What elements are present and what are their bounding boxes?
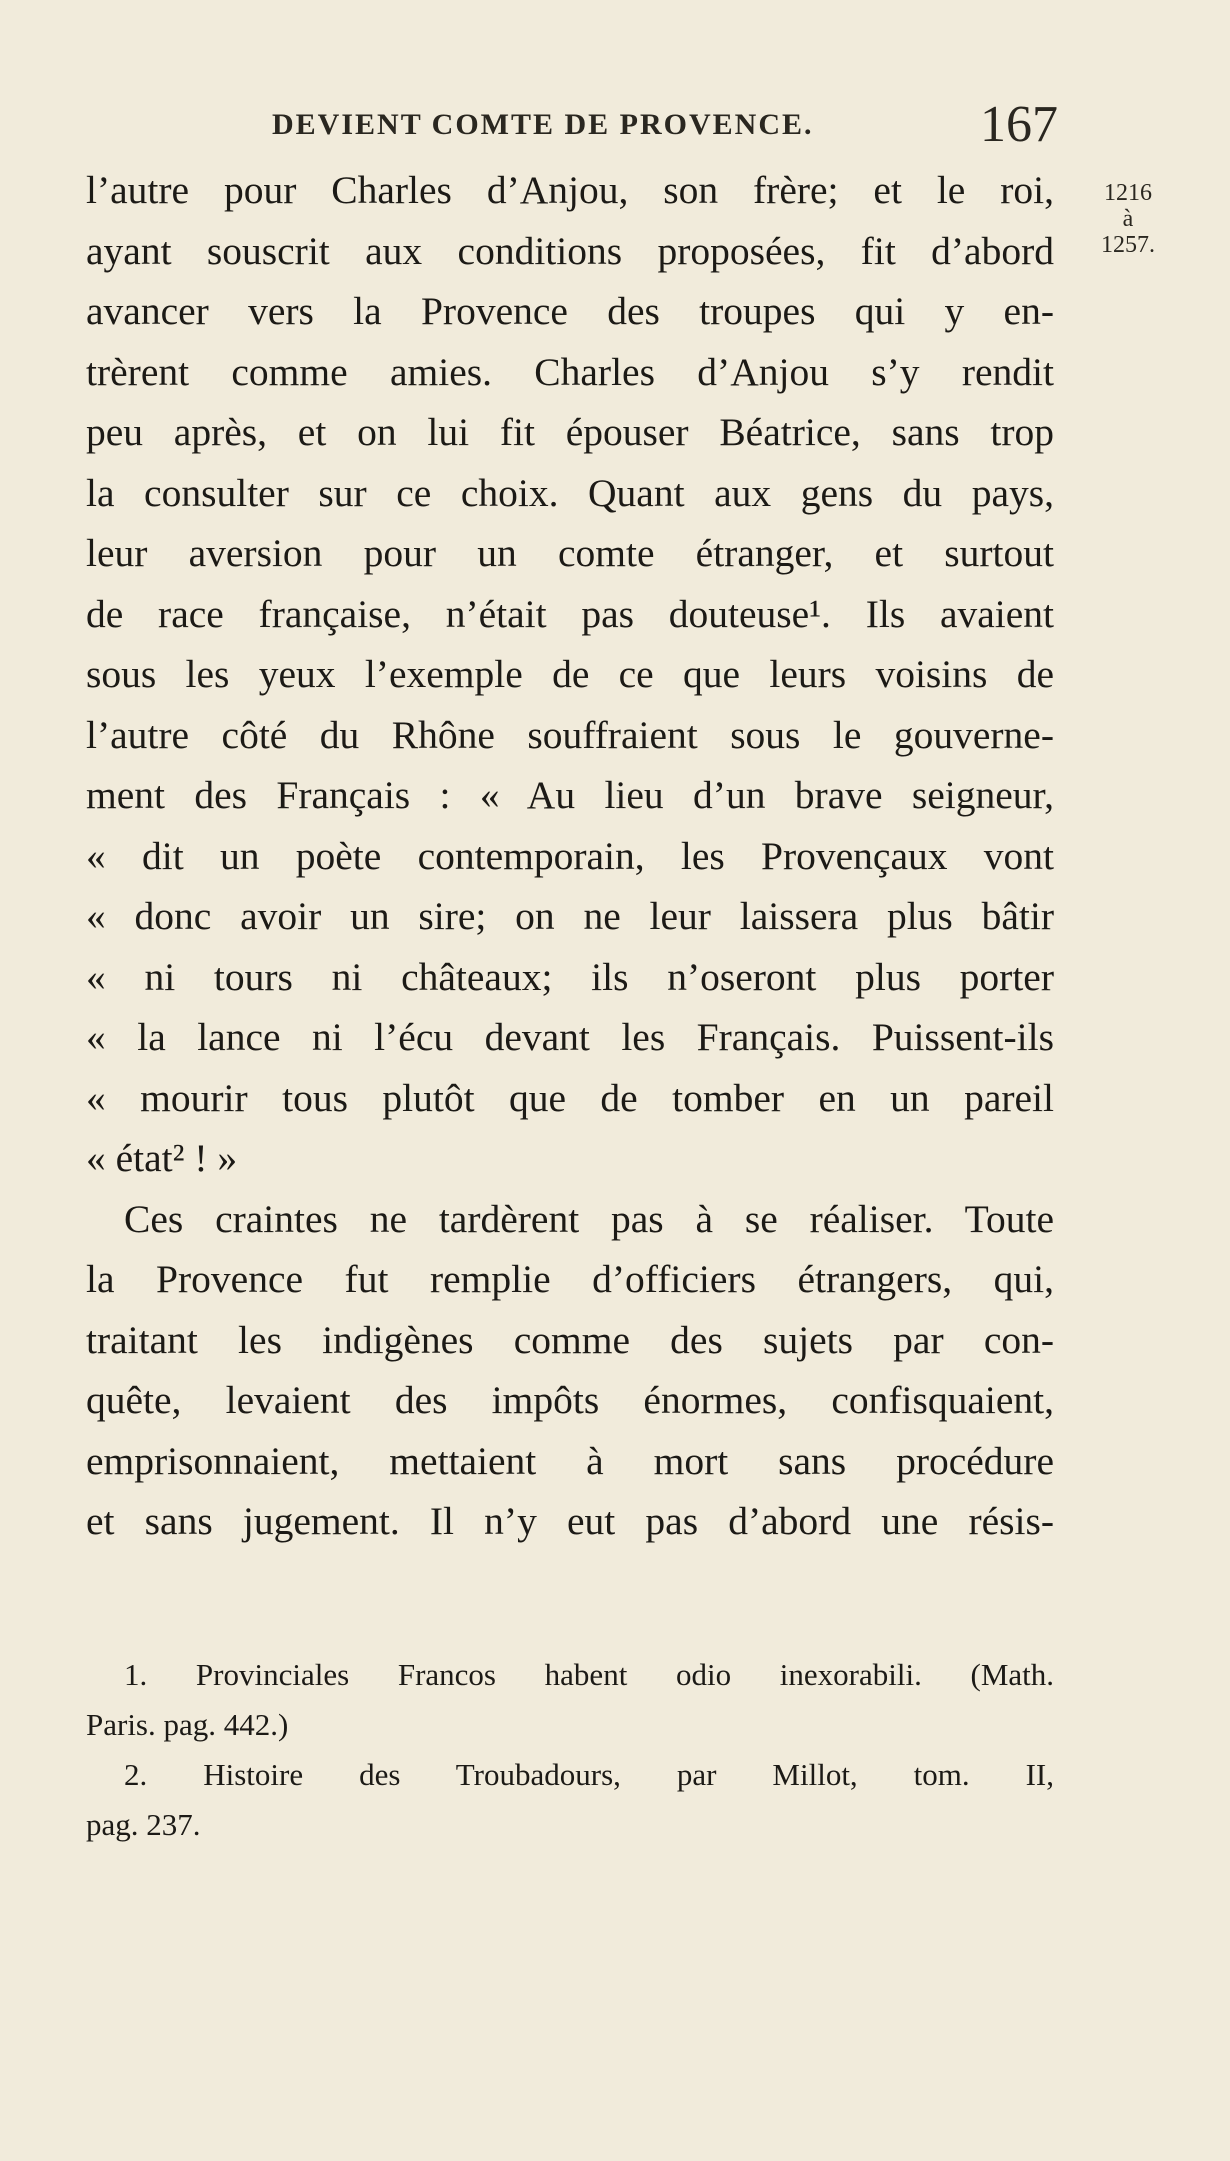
text-line: l’autre côté du Rhône souffraient sous le gouverne- xyxy=(86,712,1054,757)
text-line: l’autre pour Charles d’Anjou, son frère; et le roi, xyxy=(86,168,1054,212)
footnote-line: 2. Histoire des Troubadours, par Millot, tom. II, xyxy=(124,1757,1054,1792)
margin-year-end: 1257. xyxy=(1101,232,1155,258)
body-text xyxy=(86,160,1054,1552)
text-line: « état² ! » xyxy=(86,1136,238,1180)
text-line: la Provence fut remplie d’officiers étrangers, qui, xyxy=(86,1257,1054,1301)
page-number: 167 xyxy=(980,96,1058,153)
margin-year-start: 1216 xyxy=(1104,180,1152,206)
text-line: avancer vers la Provence des troupes qui y en- xyxy=(86,289,1054,333)
running-title: DEVIENT COMTE DE PROVENCE. xyxy=(272,108,814,141)
text-line: « dit un poète contemporain, les Provençaux vont xyxy=(86,833,1054,878)
text-line: emprisonnaient, mettaient à mort sans procédure xyxy=(86,1438,1054,1483)
text-line: sous les yeux l’exemple de ce que leurs voisins de xyxy=(86,652,1054,696)
text-line: peu après, et on lui fit épouser Béatrice, sans trop xyxy=(86,410,1054,454)
text-line: de race française, n’était pas douteuse¹. Ils avaient xyxy=(86,591,1054,636)
margin-date-note xyxy=(1082,180,1174,258)
footnote-line: Paris. pag. 442.) xyxy=(86,1707,289,1742)
text-line: ayant souscrit aux conditions proposées, fit d’abord xyxy=(86,228,1054,273)
footnotes xyxy=(86,1650,1054,1850)
text-line: trèrent comme amies. Charles d’Anjou s’y rendit xyxy=(86,349,1054,394)
text-line: « ni tours ni châteaux; ils n’oseront plus porter xyxy=(86,954,1054,999)
text-line: « donc avoir un sire; on ne leur laissera plus bâtir xyxy=(86,894,1054,938)
margin-connector: à xyxy=(1122,206,1134,232)
footnote-line: 1. Provinciales Francos habent odio inexorabili. (Math. xyxy=(124,1657,1054,1692)
text-line: leur aversion pour un comte étranger, et surtout xyxy=(86,531,1054,575)
text-line: Ces craintes ne tardèrent pas à se réaliser. Toute xyxy=(124,1196,1054,1241)
footnote-line: pag. 237. xyxy=(86,1807,201,1842)
text-line: « la lance ni l’écu devant les Français. Puissent-ils xyxy=(86,1015,1054,1059)
text-line: « mourir tous plutôt que de tomber en un pareil xyxy=(86,1075,1054,1120)
text-line: quête, levaient des impôts énormes, confisquaient, xyxy=(86,1378,1054,1422)
text-line: traitant les indigènes comme des sujets par con- xyxy=(86,1317,1054,1362)
text-line: ment des Français : « Au lieu d’un brave seigneur, xyxy=(86,773,1054,817)
text-line: et sans jugement. Il n’y eut pas d’abord une résis- xyxy=(86,1499,1054,1543)
text-line: la consulter sur ce choix. Quant aux gens du pays, xyxy=(86,470,1054,515)
